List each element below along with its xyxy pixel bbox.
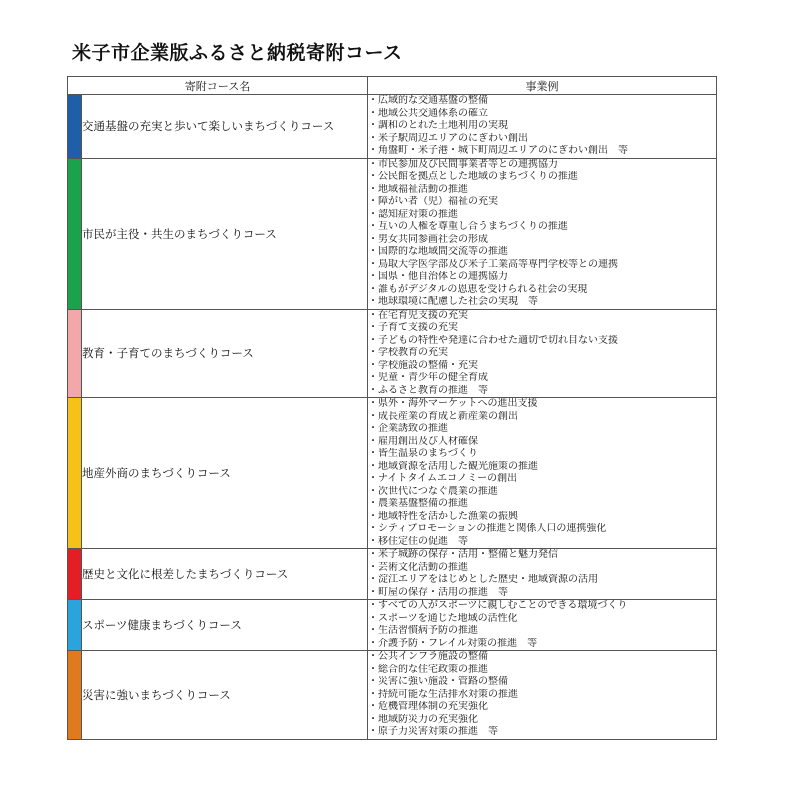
example-item: ・雇用創出及び人材確保 — [368, 435, 479, 447]
example-item: ・学校教育の充実 — [368, 347, 449, 358]
example-item: ・広域的な交通基盤の整備 — [368, 95, 489, 106]
course-table — [67, 76, 717, 740]
example-item: ・調和のとれた土地利用の実現 — [368, 120, 509, 131]
course-row — [68, 398, 717, 549]
course-name: スポーツ健康まちづくりコース — [82, 600, 368, 651]
example-item: ・男女共同参画社会の形成 — [368, 233, 489, 245]
course-color-bar — [68, 158, 82, 309]
course-examples — [368, 309, 717, 398]
example-item: ・生活習慣病予防の推進 — [368, 625, 479, 636]
example-item: ・国県・他自治体との連携協力 — [368, 271, 509, 282]
example-item: ・芸術文化活動の推進 — [368, 561, 469, 573]
example-item: ・認知症対策の推進 — [368, 208, 459, 220]
example-item: ・企業誘致の推進 — [368, 423, 449, 434]
example-item: ・町屋の保存・活用の推進 等 — [368, 586, 509, 598]
example-item: ・子育て支援の充実 — [368, 322, 459, 333]
header-examples: 事業例 — [368, 77, 717, 95]
example-item: ・農業基盤整備の推進 — [368, 498, 469, 509]
example-item: ・災害に強い施設・管路の整備 — [368, 676, 509, 687]
example-item: ・公共インフラ施設の整備 — [368, 651, 489, 662]
course-name: 地産外商のまちづくりコース — [82, 398, 368, 549]
example-item: ・地域公共交通体系の確立 — [368, 107, 489, 119]
example-item: ・市民参加及び民間事業者等との連携協力 — [368, 158, 559, 170]
example-item: ・障がい者（児）福祉の充実 — [368, 196, 499, 207]
course-color-bar — [68, 398, 82, 549]
page-title: 米子市企業版ふるさと納税寄附コース — [72, 42, 403, 64]
example-item: ・学校施設の整備・充実 — [368, 359, 479, 371]
example-item: ・誰もがデジタルの恩恵を受けられる社会の実現 — [368, 283, 588, 295]
example-item: ・成長産業の育成と新産業の創出 — [368, 410, 519, 422]
course-examples — [368, 549, 717, 600]
example-item: ・危機管理体制の充実強化 — [368, 701, 489, 712]
example-item: ・地域資源を活用した観光施策の推進 — [368, 460, 539, 472]
example-item: ・公民館を拠点とした地域のまちづくりの推進 — [368, 171, 578, 182]
example-item: ・介護予防・フレイル対策の推進 等 — [368, 637, 538, 649]
example-item: ・ふるさと教育の推進 等 — [368, 384, 489, 396]
course-examples — [368, 158, 717, 309]
example-item: ・角盤町・米子港・城下町周辺エリアのにぎわい創出 等 — [368, 145, 629, 156]
example-item: ・在宅育児支援の充実 — [368, 309, 469, 321]
example-item: ・ナイトタイムエコノミーの創出 — [368, 473, 518, 484]
example-item: ・米子駅周辺エリアのにぎわい創出 — [368, 132, 529, 144]
example-item: ・すべての人がスポーツに親しむことのできる環境づくり — [368, 600, 628, 611]
example-item: ・子どもの特性や発達に合わせた適切で切れ目ない支援 — [368, 334, 619, 346]
example-item: ・地域特性を活かした漁業の振興 — [368, 510, 519, 522]
course-color-bar — [68, 95, 82, 159]
example-item: ・総合的な住宅政策の推進 — [368, 663, 489, 675]
course-row — [68, 600, 717, 651]
course-color-bar — [68, 651, 82, 740]
course-color-bar — [68, 600, 82, 651]
course-examples — [368, 600, 717, 651]
course-row — [68, 158, 717, 309]
example-item: ・地球環境に配慮した社会の実現 等 — [368, 296, 539, 307]
course-name: 歴史と文化に根差したまちづくりコース — [82, 549, 368, 600]
course-examples — [368, 398, 717, 549]
example-item: ・米子城跡の保存・活用・整備と魅力発信 — [368, 549, 559, 560]
example-item: ・シティプロモーションの推進と関係人口の連携強化 — [368, 523, 607, 534]
example-item: ・国際的な地域間交流等の推進 — [368, 246, 509, 257]
example-item: ・鳥取大学医学部及び米子工業高等専門学校等との連携 — [368, 258, 619, 270]
example-item: ・皆生温泉のまちづくり — [368, 448, 478, 459]
course-name: 教育・子育てのまちづくりコース — [82, 309, 368, 398]
example-item: ・児童・青少年の健全育成 — [368, 372, 489, 383]
course-row — [68, 651, 717, 740]
example-item: ・移住定住の促進 等 — [368, 535, 469, 547]
course-table-body — [68, 95, 717, 740]
course-examples — [368, 95, 717, 159]
course-name: 交通基盤の充実と歩いて楽しいまちづくりコース — [82, 95, 368, 159]
course-row — [68, 309, 717, 398]
course-color-bar — [68, 309, 82, 398]
table-header-row — [68, 77, 717, 95]
course-name: 災害に強いまちづくりコース — [82, 651, 368, 740]
example-item: ・地域福祉活動の推進 — [368, 183, 469, 195]
example-item: ・互いの人権を尊重し合うまちづくりの推進 — [368, 221, 568, 232]
header-course-name: 寄附コース名 — [68, 77, 368, 95]
example-item: ・県外・海外マーケットへの進出支援 — [368, 398, 538, 409]
course-color-bar — [68, 549, 82, 600]
example-item: ・淀江エリアをはじめとした歴史・地域資源の活用 — [368, 574, 599, 585]
course-row — [68, 549, 717, 600]
example-item: ・原子力災害対策の推進 等 — [368, 726, 499, 737]
example-item: ・地域防災力の充実強化 — [368, 713, 479, 725]
example-item: ・スポーツを通じた地域の活性化 — [368, 612, 518, 624]
course-examples — [368, 651, 717, 740]
example-item: ・次世代につなぐ農業の推進 — [368, 485, 498, 497]
example-item: ・持続可能な生活排水対策の推進 — [368, 688, 519, 700]
course-name: 市民が主役・共生のまちづくりコース — [82, 158, 368, 309]
course-row — [68, 95, 717, 159]
